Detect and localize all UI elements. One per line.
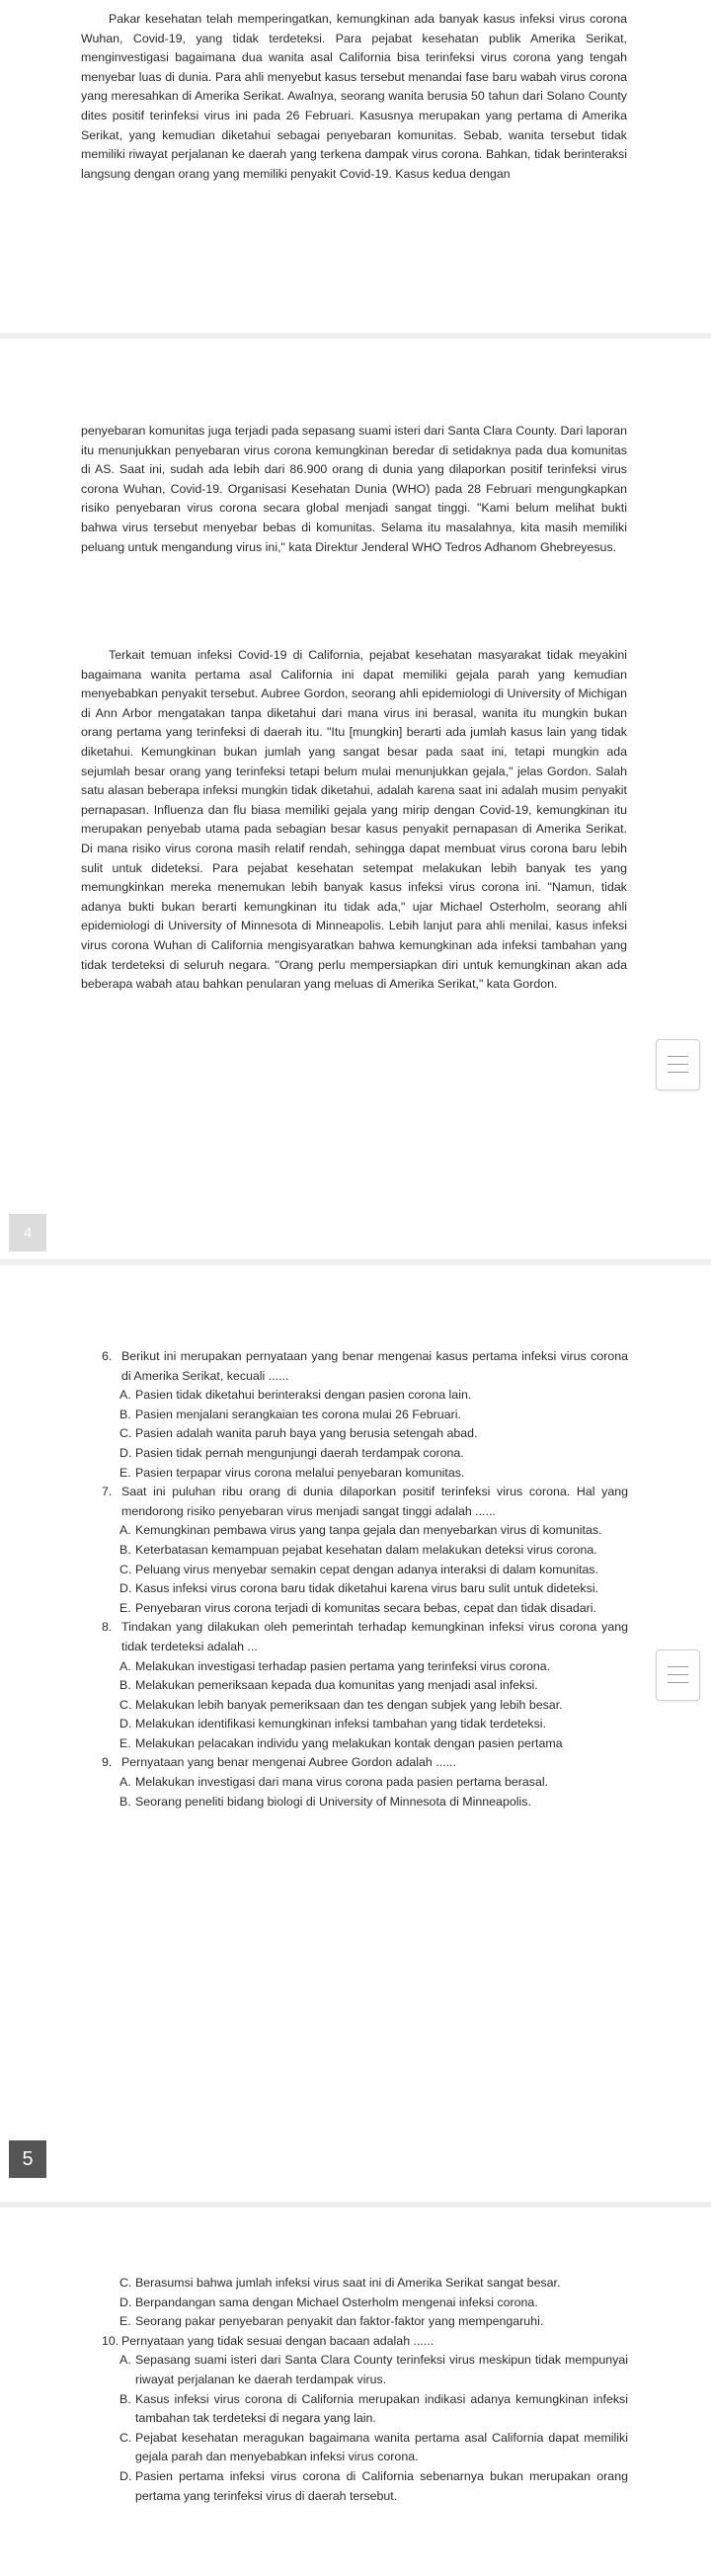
answer-option [102,1793,628,1812]
answer-option [102,2351,628,2389]
answer-option [102,1773,628,1793]
option-text: Peluang virus menyebar semakin cepat dengan adanya interaksi di dalam komunitas. [135,1562,599,1576]
answer-option [102,1444,628,1464]
question-text: Berikut ini merupakan pernyataan yang benar mengenai kasus pertama infeksi virus corona di Amerika Serikat, kecuali ...... [121,1349,628,1383]
question-number: 6. [102,1349,113,1363]
answer-option [102,2429,628,2467]
option-text: Melakukan investigasi dari mana virus corona pada pasien pertama berasal. [135,1775,549,1790]
option-letter: A. [119,1775,131,1790]
option-letter: E. [119,2314,131,2329]
option-text: Melakukan pemeriksaan kepada dua komunitas yang menjadi asal infeksi. [135,1678,538,1693]
option-letter: D. [119,2294,132,2309]
option-text: Pasien adalah wanita paruh baya yang berusia setengah abad. [135,1426,478,1441]
document-page-3 [0,1265,711,2201]
answer-option [102,2274,628,2294]
answer-option [102,2312,628,2332]
option-text: Kasus infeksi virus corona baru tidak diketahui karena virus baru sulit untuk dideteksi. [135,1581,599,1596]
question-text: Pernyataan yang tidak sesuai dengan bacaan adalah ...... [121,2333,434,2348]
option-text: Pasien terpapar virus corona melalui penyebaran komunitas. [135,1465,465,1480]
answer-option [102,1715,628,1734]
option-text: Berpandangan sama dengan Michael Osterholm mengenai infeksi corona. [135,2294,538,2309]
question-stem [102,1618,628,1656]
answer-option [102,1541,628,1561]
option-text: Pasien tidak pernah mengunjungi daerah terdampak corona. [135,1445,464,1460]
option-text: Keterbatasan kemampuan pejabat kesehatan dalam melakukan deteksi virus corona. [135,1542,597,1557]
answer-option [102,1599,628,1619]
document-page-4 [0,2208,711,2576]
option-letter: E. [119,1465,131,1480]
option-letter: E. [119,1735,131,1750]
option-letter: C. [119,1697,132,1712]
menu-button[interactable] [656,1039,700,1090]
answer-option [102,1696,628,1716]
answer-option [102,2390,628,2429]
option-text: Melakukan identifikasi kemungkinan infeksi tambahan yang tidak terdeteksi. [135,1717,547,1731]
document-page-1 [0,0,711,331]
option-text: Melakukan investigasi terhadap pasien pertama yang terinfeksi virus corona. [135,1658,551,1673]
page-number-badge: 4 [9,1214,46,1251]
option-text: Melakukan lebih banyak pemeriksaan dan tes dengan subjek yang lebih besar. [135,1697,563,1712]
question-stem [102,1753,628,1773]
option-letter: D. [119,2468,132,2483]
option-letter: B. [119,1794,131,1809]
answer-option [102,2467,628,2506]
question-stem [102,1483,628,1521]
question-list [102,1347,628,1811]
option-text: Pasien menjalani serangkaian tes corona mulai 26 Februari. [135,1407,461,1421]
question-text: Tindakan yang dilakukan oleh pemerintah terhadap kemungkinan infeksi virus corona yang tidak terdeteksi adalah ... [121,1620,628,1653]
answer-option [102,1676,628,1696]
answer-option [102,2294,628,2313]
option-letter: A. [119,2353,131,2368]
answer-option [102,1464,628,1484]
option-text: Seorang peneliti bidang biologi di University of Minnesota di Minneapolis. [135,1794,531,1809]
option-text: Seorang pakar penyebaran penyakit dan faktor-faktor yang mempengaruhi. [135,2314,544,2329]
option-text: Kasus infeksi virus corona di California merupakan indikasi adanya kemungkinan infeksi tambahan tak terdeteksi di negara yang lain. [135,2391,628,2426]
reading-paragraph: Terkait temuan infeksi Covid-19 di California, pejabat kesehatan masyarakat tidak meyakini bagaimana wanita pertama asal California ini dapat memiliki gejala parah yang kemudian menyebabkan penyakit tersebut. Aubree Gordon, seorang ahli epidemiologi di University of Michigan di Ann Arbor mengatakan tanpa diketahui dari mana virus ini berasal, wanita itu mungkin bukan orang pertama yang terinfeksi di daerah itu. "Itu [mungkin] berarti ada jumlah kasus lain yang tidak diketahui. Kemungkinan bukan jumlah yang sangat besar pada saat ini, tetapi mungkin ada sejumlah besar orang yang terinfeksi tetapi belum mulai menunjukkan gejala," jelas Gordon. Salah satu alasan beberapa infeksi mungkin tidak diketahui, adalah karena saat ini adalah musim penyakit pernapasan. Influenza dan flu biasa memiliki gejala yang mirip dengan Covid-19, kemungkinan itu merupakan penyebab utama pada sebagian besar kasus penyakit pernapasan di Amerika Serikat. Di mana risiko virus corona masih relatif rendah, sehingga dapat membuat virus corona baru lebih sulit untuk dideteksi. Para pejabat kesehatan setempat melakukan lebih banyak tes yang memungkinkan mereka menemukan lebih banyak kasus infeksi virus corona ini. "Namun, tidak adanya bukti bukan berarti kemungkinan itu tidak ada," ujar Michael Osterholm, seorang ahli epidemiologi di University of Minnesota di Minneapolis. Lebih lanjut para ahli menilai, kasus infeksi virus corona Wuhan di California mengisyaratkan bahwa kemungkinan ada infeksi tambahan yang tidak terdeteksi di seluruh negara. "Orang perlu mempersiapkan diri untuk kemungkinan akan ada beberapa wabah atau bahkan penularan yang meluas di Amerika Serikat," kata Gordon. [81,648,627,992]
option-text: Pasien tidak diketahui berinteraksi dengan pasien corona lain. [135,1388,472,1403]
question-stem [102,1347,628,1386]
menu-button[interactable] [656,1650,700,1701]
option-letter: C. [119,2430,132,2445]
answer-option [102,1424,628,1444]
answer-option [102,1521,628,1541]
page-number-badge: 5 [9,2140,46,2178]
option-letter: B. [119,1407,131,1421]
option-text: Kemungkinan pembawa virus yang tanpa gejala dan menyebarkan virus di komunitas. [135,1523,602,1538]
option-letter: B. [119,1678,131,1693]
answer-option [102,1657,628,1677]
option-letter: E. [119,1600,131,1615]
answer-option [102,1406,628,1425]
question-number: 9. [102,1755,113,1770]
option-letter: C. [119,1562,132,1576]
document-page-2 [0,339,711,1257]
option-letter: A. [119,1658,131,1673]
option-text: Pasien pertama infeksi virus corona di California sebenarnya bukan merupakan orang pertama yang terinfeksi virus di daerah tersebut. [135,2468,628,2503]
option-text: Penyebaran virus corona terjadi di komunitas secara bebas, cepat dan tidak disadari. [135,1600,596,1615]
option-letter: C. [119,2276,132,2290]
option-text: Berasumsi bahwa jumlah infeksi virus saat ini di Amerika Serikat sangat besar. [135,2276,561,2290]
question-number: 8. [102,1620,113,1635]
question-list-continued [102,2274,628,2506]
option-letter: D. [119,1581,132,1596]
option-letter: B. [119,2391,131,2406]
question-stem [102,2332,628,2352]
answer-option [102,1561,628,1580]
reading-paragraph: Pakar kesehatan telah memperingatkan, kemungkinan ada banyak kasus infeksi virus corona Wuhan, Covid-19, yang tidak terdeteksi. Para pejabat kesehatan publik Amerika Serikat, menginvestigasi bagaimana dua wanita asal California bisa terinfeksi virus corona yang tengah menyebar luas di dunia. Para ahli menyebut kasus tersebut menandai fase baru wabah virus corona yang meresahkan di Amerika Serikat. Awalnya, seorang wanita berusia 50 tahun dari Solano County dites positif terinfeksi virus ini pada 26 Februari. Kasusnya merupakan yang pertama di Amerika Serikat, yang kemudian diketahui sebagai penyebaran komunitas. Sebab, wanita tersebut tidak memiliki riwayat perjalanan ke daerah yang terkena dampak virus corona. Bahkan, tidak berinteraksi langsung dengan orang yang memiliki penyakit Covid-19. Kasus kedua dengan [81,12,627,181]
option-text: Melakukan pelacakan individu yang melakukan kontak dengan pasien pertama [135,1735,563,1750]
question-text: Saat ini puluhan ribu orang di dunia dilaporkan positif terinfeksi virus corona. Hal yang mendorong risiko penyebaran virus menjadi sangat tinggi adalah ...... [121,1485,628,1518]
question-number: 7. [102,1485,113,1499]
answer-option [102,1386,628,1406]
option-letter: A. [119,1523,131,1538]
option-letter: B. [119,1542,131,1557]
option-text: Sepasang suami isteri dari Santa Clara County terinfeksi virus meskipun tidak mempunyai riwayat perjalanan ke daerah terdampak virus. [135,2353,628,2386]
answer-option [102,1734,628,1754]
option-letter: D. [119,1717,132,1731]
answer-option [102,1579,628,1599]
option-letter: A. [119,1388,131,1403]
question-text: Pernyataan yang benar mengenai Aubree Gordon adalah ...... [121,1755,456,1770]
question-number: 10. [102,2333,119,2348]
option-text: Pejabat kesehatan meragukan bagaimana wanita pertama asal California dapat memiliki gejala parah dan menyebabkan infeksi virus corona. [135,2430,628,2464]
option-letter: D. [119,1445,132,1460]
option-letter: C. [119,1426,132,1441]
reading-paragraph: penyebaran komunitas juga terjadi pada sepasang suami isteri dari Santa Clara County. Dari laporan itu menunjukkan penyebaran virus corona kemungkinan beredar di setidaknya pada dua komunitas di AS. Saat ini, sudah ada lebih dari 86.900 orang di dunia yang dilaporkan positif terinfeksi virus corona Wuhan, Covid-19. Organisasi Kesehatan Dunia (WHO) pada 28 Februari mengungkapkan risiko penyebaran virus corona secara global menjadi sangat tinggi. "Kami belum melihat bukti bahwa virus tersebut menyebar bebas di komunitas. Selama itu masalahnya, kita masih memiliki peluang untuk mengandung virus ini," kata Direktur Jenderal WHO Tedros Adhanom Ghebreyesus. [81,424,627,554]
